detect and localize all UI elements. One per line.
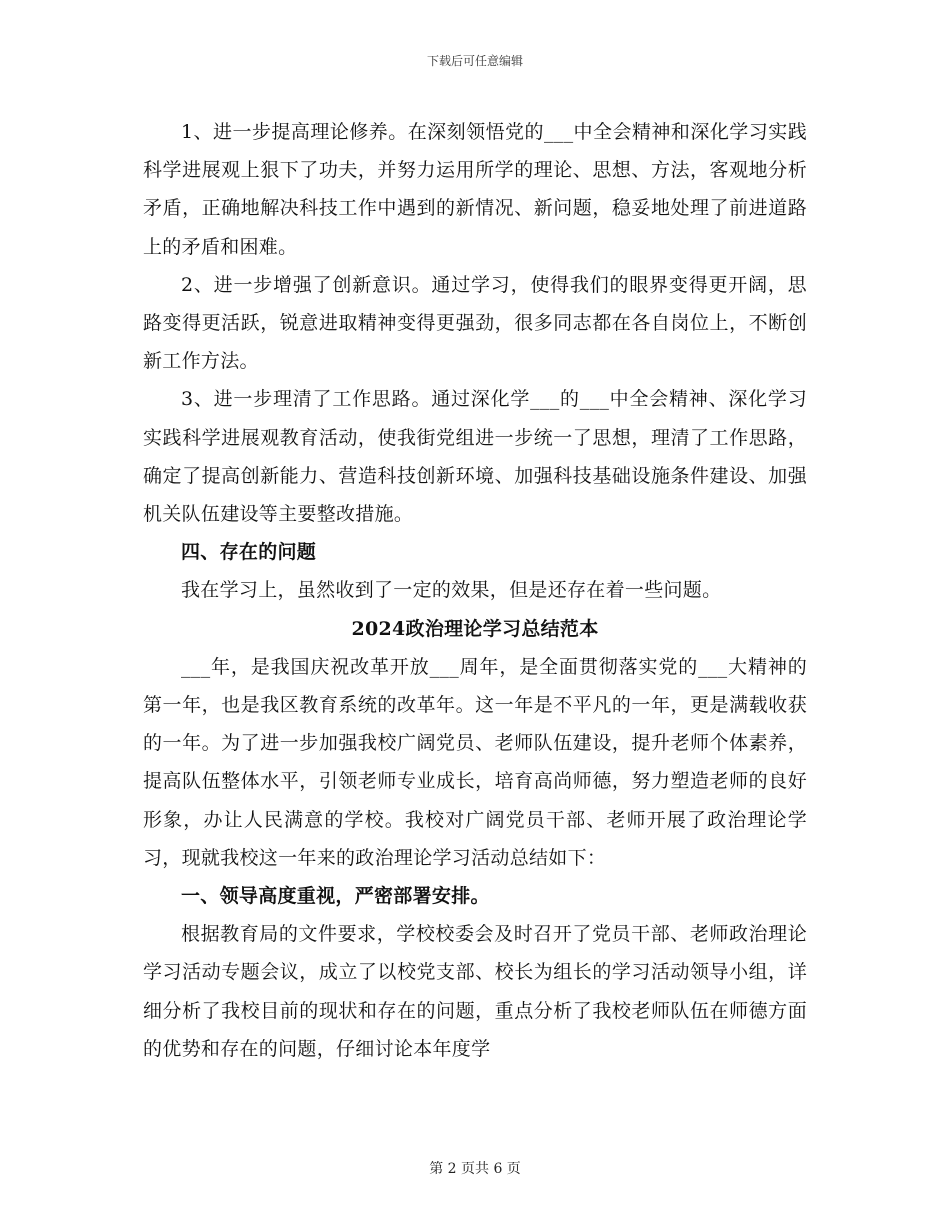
section-heading-leadership: 一、领导高度重视，严密部署安排。	[181, 885, 490, 908]
document-title: 2024政治理论学习总结范本	[351, 617, 599, 640]
paragraph-leadership: 根据教育局的文件要求，学校校委会及时召开了党员干部、老师政治理论学习活动专题会议，成立了以校党支部、校长为组长的学习活动领导小组，详细分析了我校目前的现状和存在的问题，重点分析了我校老师队伍在师德方面的优势和存在的问题，仔细讨论本年度学	[143, 923, 807, 1060]
page-header: 下载后可任意编辑	[426, 54, 523, 68]
page-number: 第 2 页共 6 页	[429, 1161, 521, 1177]
document-body	[143, 113, 807, 1068]
paragraph-intro: ___年，是我国庆祝改革开放___周年，是全面贯彻落实党的___大精神的第一年，也是我区教育系统的改革年。这一年是不平凡的一年，更是满载收获的一年。为了进一步加强我校广阔党员、老师队伍建设，提升老师个体素养，提高队伍整体水平，引领老师专业成长，培育高尚师德，努力塑造老师的良好形象，办让人民满意的学校。我校对广阔党员干部、老师开展了政治理论学习，现就我校这一年来的政治理论学习活动总结如下：	[143, 655, 807, 869]
section-heading-problems: 四、存在的问题	[181, 541, 317, 564]
paragraph-improve-theory: 1、进一步提高理论修养。在深刻领悟党的___中全会精神和深化学习实践科学进展观上狠下了功夫，并努力运用所学的理论、思想、方法，客观地分析矛盾，正确地解决科技工作中遇到的新情况、新问题，稳妥地处理了前进道路上的矛盾和困难。	[143, 121, 807, 258]
paragraph-innovation: 2、进一步增强了创新意识。通过学习，使得我们的眼界变得更开阔，思路变得更活跃，锐意进取精神变得更强劲，很多同志都在各自岗位上，不断创新工作方法。	[143, 273, 807, 373]
paragraph-work-ideas: 3、进一步理清了工作思路。通过深化学___的___中全会精神、深化学习实践科学进展观教育活动，使我街党组进一步统一了思想，理清了工作思路，确定了提高创新能力、营造科技创新环境、加强科技基础设施条件建设、加强机关队伍建设等主要整改措施。	[143, 388, 807, 526]
paragraph-problems: 我在学习上，虽然收到了一定的效果，但是还存在着一些问题。	[181, 579, 722, 602]
